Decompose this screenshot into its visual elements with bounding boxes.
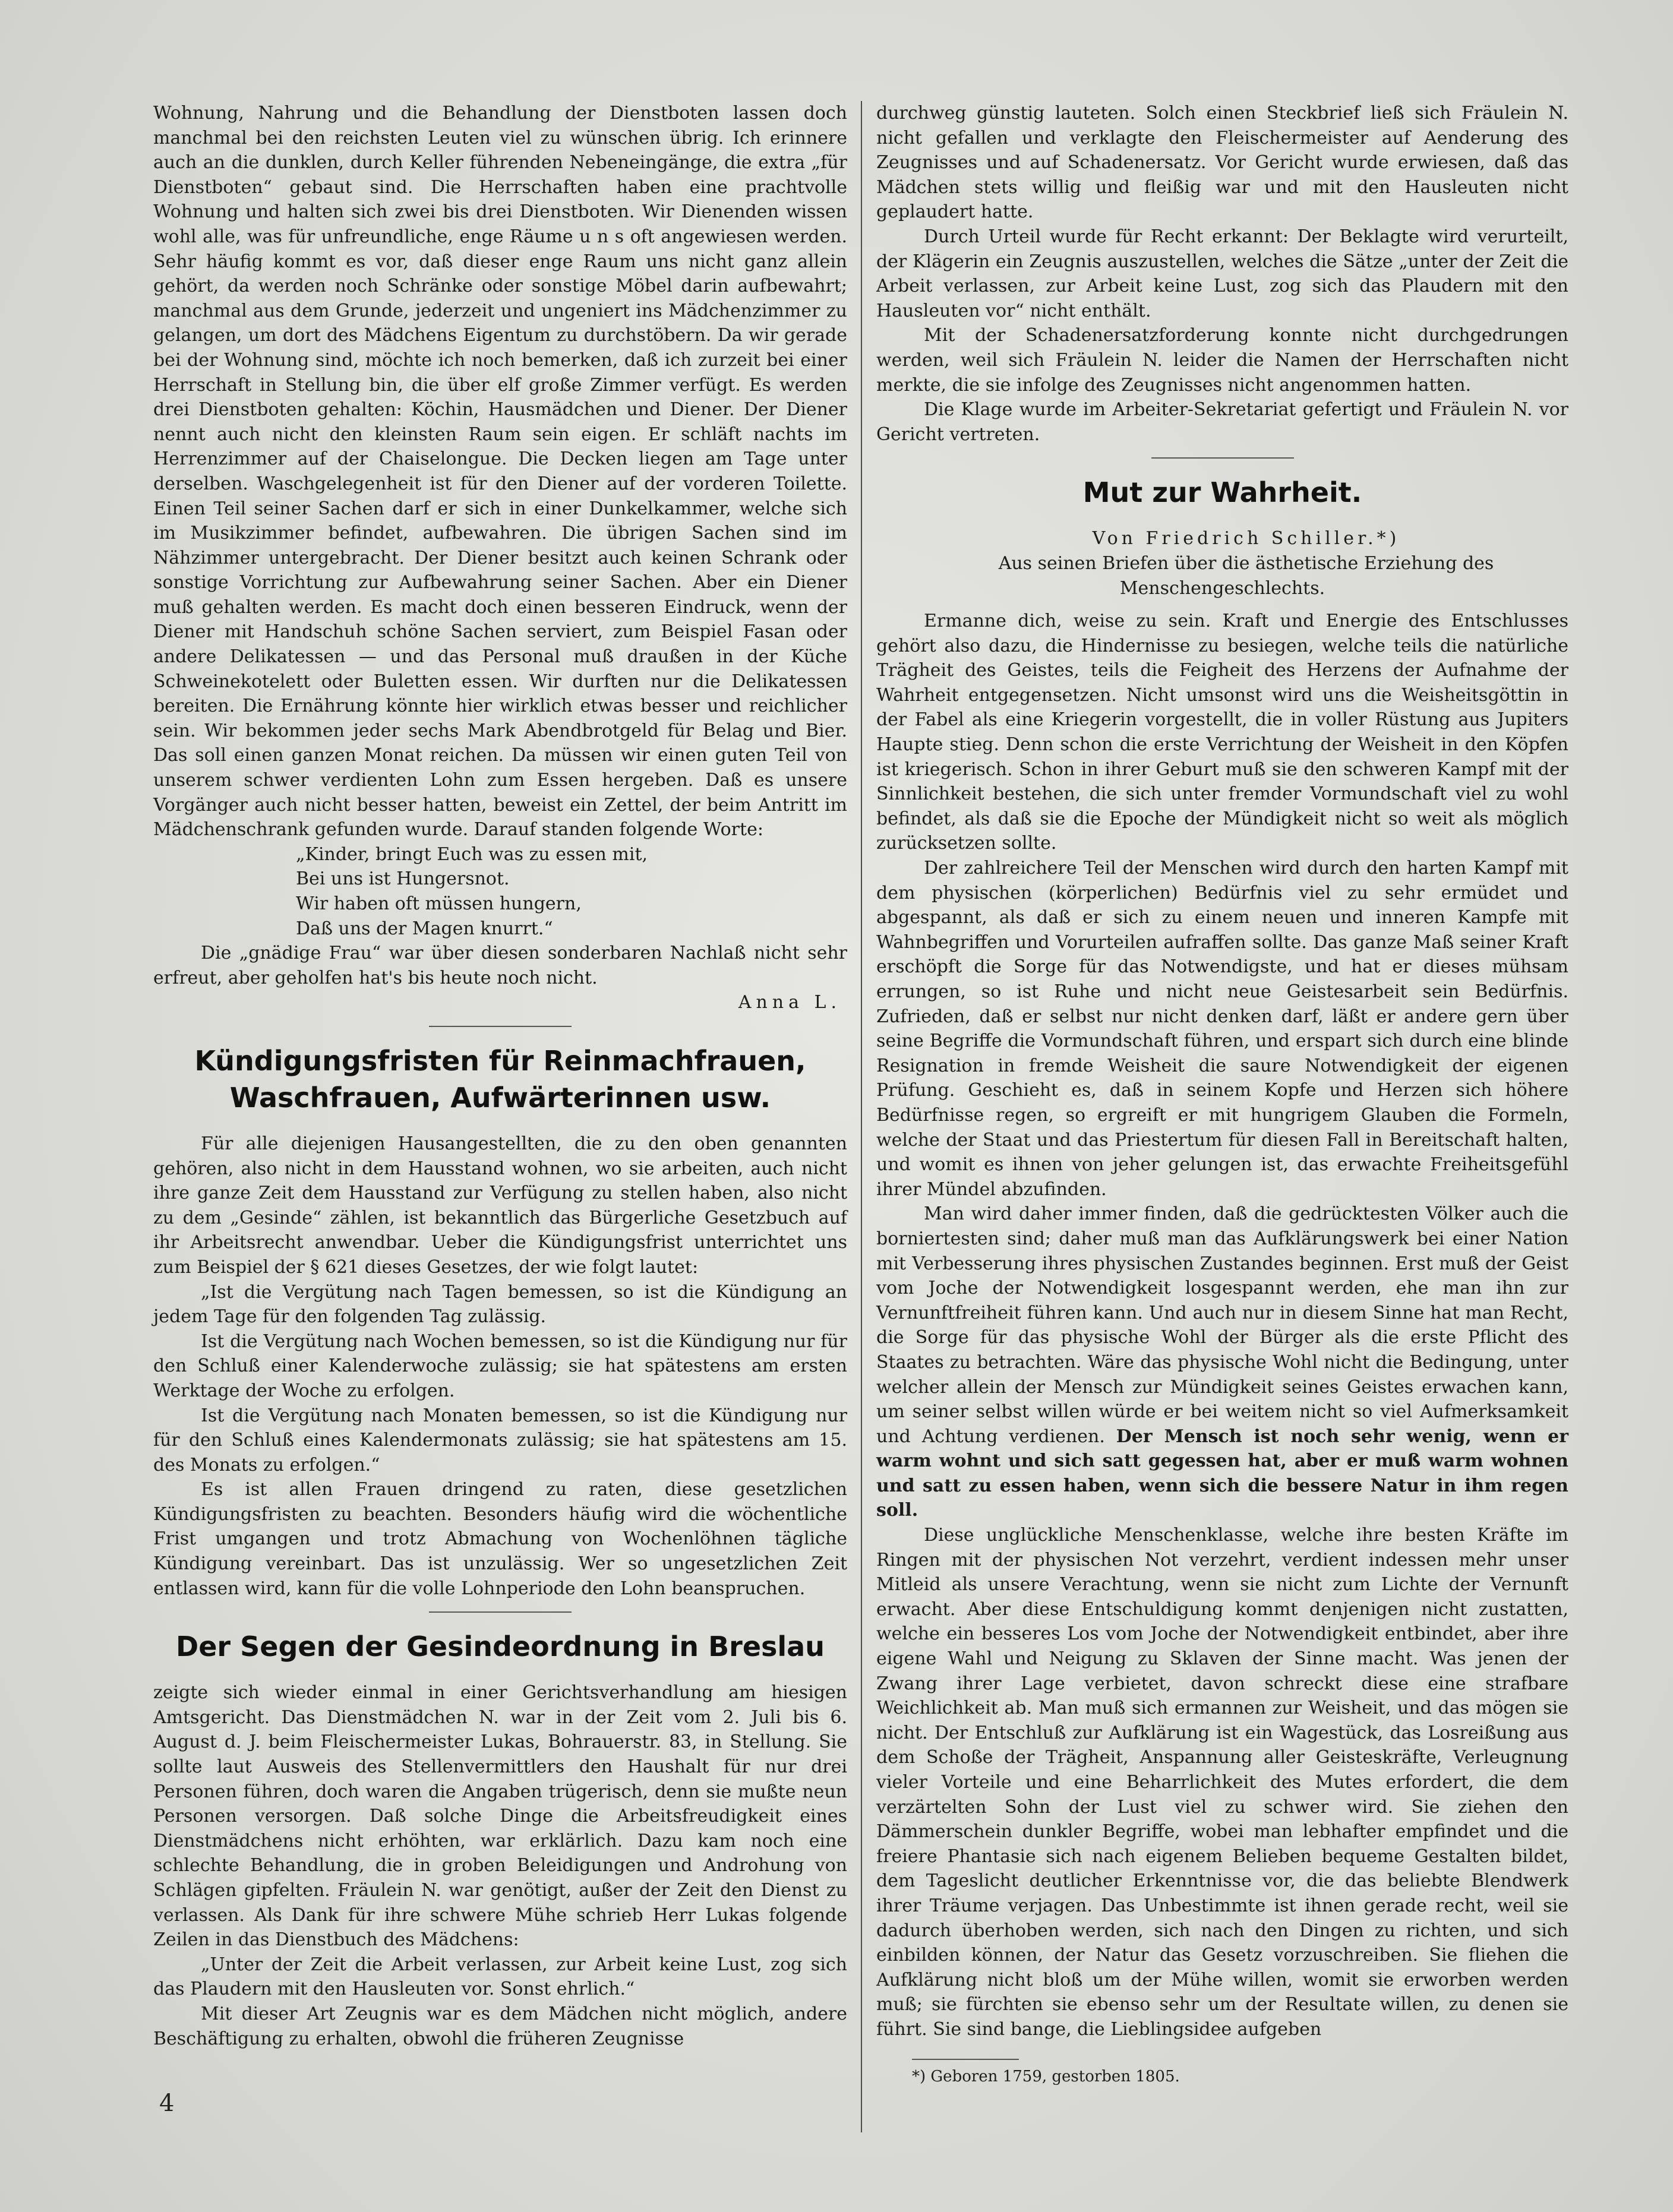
article-paragraph: Mit der Schadenersatzforderung konnte nicht durchgedrungen werden, weil sich Fräulein N. leider die Namen der Herrschaften nicht merkte, die sie infolge des Zeugnisses nicht angenommen hatten. bbox=[876, 325, 1568, 396]
article-paragraph: Durch Urteil wurde für Recht erkannt: Der Beklagte wird verurteilt, der Klägerin ein Zeugnis auszustellen, welches die Sätze „unter der Zeit die Arbeit verlassen, zur Arbeit keine Lust, zog sich das Plaudern mit den Hausleuten vor“ nicht enthält. bbox=[876, 226, 1568, 321]
after-poem-paragraph: Die „gnädige Frau“ war über diesen sonderbaren Nachlaß nicht sehr erfreut, aber geholfen hat's bis heute noch nicht. bbox=[153, 943, 847, 988]
paragraph-text: Man wird daher immer finden, daß die gedrücktesten Völker auch die borniertesten sind; daher muß man das Aufklärungswerk bei einer Nation mit Verbesserung ihres physischen Zustandes beginnen. Erst muß der Geist vom Joche der Notwendigkeit losgespannt werden, ehe man ihn zur Vernunftfreiheit führen kann. Und auch nur in diesem Sinne hat man Recht, die Sorge für das physische Wohl der Bürger als die erste Pflicht des Staates zu betrachten. Wäre das physische Wohl nicht die Bedingung, unter welcher allein der Mensch zur Mündigkeit seines Geistes erwachen kann, um seiner selbst willen würde er bei weitem nicht so viel Aufmerksamkeit und Achtung verdienen. bbox=[876, 1203, 1568, 1447]
article-paragraph: Die Klage wurde im Arbeiter-Sekretariat gefertigt und Fräulein N. vor Gericht vertreten. bbox=[876, 399, 1568, 445]
testimonial-quote: „Unter der Zeit die Arbeit verlassen, zur Arbeit keine Lust, zog sich das Plaudern mit den Hausleuten vor. Sonst ehrlich.“ bbox=[153, 1954, 847, 2000]
article-paragraph: Es ist allen Frauen dringend zu raten, diese gesetzlichen Kündigungsfristen zu beachten. Besonders häufig wird die wöchentliche Frist umgangen und trotz Abmachung von Wochenlöhnen tägliche Kündigung vereinbart. Das ist unzulässig. Wer so ungesetzlichen Zeit entlassen wird, kann für die volle Lohnperiode den Lohn beanspruchen. bbox=[153, 1479, 847, 1599]
article-title-gesindeordnung: Der Segen der Gesindeordnung in Breslau bbox=[176, 1630, 825, 1663]
article-subtitle: Aus seinen Briefen über die ästhetische Erziehung des Menschengeschlechts. bbox=[998, 552, 1494, 599]
poem-line: „Kinder, bringt Euch was zu essen mit, bbox=[296, 843, 648, 865]
law-quote: Ist die Vergütung nach Wochen bemessen, so ist die Kündigung nur für den Schluß einer Kalenderwoche zulässig; sie hat spätestens am ersten Werktage der Woche zu erfolgen. bbox=[153, 1331, 847, 1401]
column-divider bbox=[861, 101, 862, 2132]
poem bbox=[296, 842, 847, 941]
footnote: *) Geboren 1759, gestorben 1805. bbox=[876, 2066, 1568, 2087]
article-paragraph: Ermanne dich, weise zu sein. Kraft und Energie des Entschlusses gehört also dazu, die Hindernisse zu besiegen, welche teils die natürliche Trägheit des Geistes, teils die Feigheit des Herzens der Aufnahme der Wahrheit entgegensetzen. Nicht umsonst wird uns die Weisheitsgöttin in der Fabel als eine Kriegerin vorgestellt, die in voller Rüstung aus Jupiters Haupte stieg. Denn schon die erste Verrichtung der Weisheit in den Köpfen ist kriegerisch. Schon in ihrer Geburt muß sie den schweren Kampf mit der Sinnlichkeit bestehen, die sich unter fremder Vormundschaft viel zu wohl befindet, als daß sie die Epoche der Mündigkeit nicht so weit als möglich zurücksetzen sollte. bbox=[876, 611, 1568, 854]
intro-paragraph: Wohnung, Nahrung und die Behandlung der Dienstboten lassen doch manchmal bei den reichsten Leuten viel zu wünschen übrig. Ich erinnere auch an die dunklen, durch Keller führenden Nebeneingänge, die extra „für Dienstboten“ gebaut sind. Die Herrschaften haben eine prachtvolle Wohnung und halten sich zwei bis drei Dienstboten. Wir Dienenden wissen wohl alle, was für unfreundliche, enge Räume u n s oft angewiesen werden. Sehr häufig kommt es vor, daß dieser enge Raum uns nicht ganz allein gehört, da werden noch Schränke oder sonstige Möbel darin aufbewahrt; manchmal aus dem Grunde, jederzeit und ungeniert ins Mädchenzimmer zu gelangen, um dort des Mädchens Eigentum zu durchstöbern. Da wir gerade bei der Wohnung sind, möchte ich noch bemerken, daß ich zurzeit bei einer Herrschaft in Stellung bin, die über elf große Zimmer verfügt. Es werden drei Dienstboten gehalten: Köchin, Hausmädchen und Diener. Der Diener nennt auch nicht den kleinsten Raum sein eigen. Er schläft nachts im Herrenzimmer auf der Chaiselongue. Die Decken liegen am Tage unter derselben. Waschgelegenheit ist für den Diener auf der vorderen Toilette. Einen Teil seiner Sachen darf er sich in einer Dunkelkammer, welche sich im Musikzimmer befindet, aufbewahren. Die übrigen Sachen sind im Nähzimmer untergebracht. Der Diener besitzt auch keinen Schrank oder sonstige Vorrichtung zur Aufbewahrung seiner Sachen. Aber ein Diener muß gehalten werden. Es macht doch einen besseren Eindruck, wenn der Diener mit Handschuh schöne Sachen serviert, zum Beispiel Fasan oder andere Delikatessen — und das Personal muß draußen in der Küche Schweinekotelett oder Buletten essen. Wir durften nur die Delikatessen bereiten. Die Ernährung könnte hier wirklich etwas besser und reichlicher sein. Wir bekommen jeder sechs Mark Abendbrotgeld für Belag und Bier. Das soll einen ganzen Monat reichen. Da müssen wir einen guten Teil von unserem schwer verdienten Lohn zum Essen hergeben. Daß es unsere Vorgänger auch nicht besser hatten, beweist ein Zettel, der beim Antritt im Mädchenschrank gefunden wurde. Darauf standen folgende Worte: bbox=[153, 103, 847, 840]
byline: Von Friedrich Schiller.*) bbox=[1092, 528, 1400, 549]
bold-emphasis: Der Mensch ist noch sehr wenig, wenn er warm wohnt und sich satt gegessen hat, aber er muß warm wohnen und satt zu essen haben, wenn sich die bessere Natur in ihm regen soll. bbox=[876, 1426, 1569, 1521]
right-column bbox=[876, 101, 1568, 2087]
law-quote: Ist die Vergütung nach Monaten bemessen, so ist die Kündigung nur für den Schluß eines Kalendermonats zulässig; sie hat spätestens am 15. des Monats zu erfolgen.“ bbox=[153, 1405, 847, 1475]
article-title-mut-zur-wahrheit: Mut zur Wahrheit. bbox=[1082, 476, 1362, 509]
article-paragraph: zeigte sich wieder einmal in einer Gerichtsverhandlung am hiesigen Amtsgericht. Das Dienstmädchen N. war in der Zeit vom 2. Juli bis 6. August d. J. beim Fleischermeister Lukas, Bohrauerstr. 83, in Stellung. Sie sollte laut Ausweis des Stellenvermittlers den Haushalt für nur drei Personen führen, doch waren die Angaben trügerisch, denn sie mußte neun Personen versorgen. Daß solche Dinge die Arbeitsfreudigkeit eines Dienstmädchens nicht erhöhten, war erklärlich. Dazu kam noch eine schlechte Behandlung, die in groben Beleidigungen und Androhung von Schlägen gipfelten. Fräulein N. war genötigt, außer der Zeit den Dienst zu verlassen. Als Dank für ihre schwere Mühe schrieb Herr Lukas folgende Zeilen in das Dienstbuch des Mädchens: bbox=[153, 1682, 847, 1951]
page-number: 4 bbox=[159, 2090, 175, 2117]
article-paragraph: Diese unglückliche Menschenklasse, welche ihre besten Kräfte im Ringen mit der physischen Not verzehrt, verdient indessen mehr unser Mitleid als unsere Verachtung, wenn sie nicht zum Lichte der Vernunft erwacht. Aber diese Entschuldigung kommt denjenigen nicht zustatten, welche ein besseres Los vom Joche der Notwendigkeit entbindet, aber ihre eigene Wahl und Neigung zu Sklaven der Sinne macht. Was jenen der Zwang ihrer Lage verbietet, davon schreckt diese eine strafbare Weichlichkeit ab. Man muß sich ermannen zur Weisheit, und das mögen sie nicht. Der Entschluß zur Aufklärung ist ein Wagestück, das Losreißung aus dem Schoße der Trägheit, Anspannung aller Geisteskräfte, Verleugnung vieler Vorteile und eine Beharrlichkeit des Mutes erfordert, die dem verzärtelten Sohn der Lust viel zu schwer wird. Sie ziehen den Dämmerschein dunkler Begriffe, wobei man lebhafter empfindet und die freiere Phantasie sich nach eigenem Belieben bequeme Gestalten bildet, dem Tageslicht deutlicher Erkenntnisse vor, die das beliebte Blendwerk ihrer Träume verjagen. Das Unbestimmte ist ihnen gerade recht, weil sie dadurch überhoben werden, sich nach den Dingen zu richten, und sich einbilden können, der Natur das Gesetz vorzuschreiben. Sie fliehen die Aufklärung nicht bloß um der Mühe willen, womit sie erworben werden muß; sie fürchten sie ebenso sehr um der Resultate willen, zu denen sie führt. Sie sind bange, die Lieblingsidee aufgeben bbox=[876, 1525, 1568, 2040]
poem-line: Wir haben oft müssen hungern, bbox=[296, 893, 582, 914]
continuation-paragraph: durchweg günstig lauteten. Solch einen Steckbrief ließ sich Fräulein N. nicht gefallen und verklagte den Fleischermeister auf Aenderung des Zeugnisses und auf Schadenersatz. Vor Gericht wurde erwiesen, daß das Mädchen stets willig und fleißig war und mit den Hausleuten nicht geplaudert hatte. bbox=[876, 103, 1568, 223]
article-title-kuendigungsfristen: Kündigungsfristen für Reinmachfrauen, Waschfrauen, Aufwärterinnen usw. bbox=[194, 1044, 806, 1114]
left-column bbox=[153, 101, 847, 2051]
poem-line: Daß uns der Magen knurrt.“ bbox=[296, 918, 553, 939]
article-paragraph: Mit dieser Art Zeugnis war es dem Mädchen nicht möglich, andere Beschäftigung zu erhalten, obwohl die früheren Zeugnisse bbox=[153, 2003, 847, 2049]
signature: Anna L. bbox=[738, 992, 841, 1013]
section-divider bbox=[429, 1611, 572, 1613]
article-paragraph: Für alle diejenigen Hausangestellten, die zu den oben genannten gehören, also nicht in dem Hausstand wohnen, wo sie arbeiten, auch nicht ihre ganze Zeit dem Hausstand zur Verfügung zu stellen haben, also nicht zu dem „Gesinde“ zählen, ist bekanntlich das Bürgerliche Gesetzbuch auf ihr Arbeitsrecht anwendbar. Ueber die Kündigungsfrist unterrichtet uns zum Beispiel der § 621 dieses Gesetzes, der wie folgt lautet: bbox=[153, 1133, 847, 1278]
article-paragraph: Der zahlreichere Teil der Menschen wird durch den harten Kampf mit dem physischen (körperlichen) Bedürfnis viel zu sehr ermüdet und abgespannt, als daß er sich zu einem neuen und inneren Kampfe mit Wahnbegriffen und Vorurteilen aufraffen sollte. Das ganze Maß seiner Kraft erschöpft die Sorge für das Notwendigste, und hat er dieses mühsam errungen, so ist Ruhe und nicht neue Geistesarbeit sein Bedürfnis. Zufrieden, daß er selbst nur nicht denken darf, läßt er andere gern über seine Begriffe die Vormundschaft führen, und erspart sich durch eine blinde Resignation in fremde Weisheit die saure Notwendigkeit der eigenen Prüfung. Geschieht es, daß in seinem Kopfe und Herzen sich höhere Bedürfnisse regen, so ergreift er mit hungrigem Glauben die Formeln, welche der Staat und das Priestertum für diesen Fall in Bereitschaft halten, und womit es ihnen von jeher gelungen ist, das erwachte Freiheitsgefühl ihrer Mündel abzufinden. bbox=[876, 858, 1568, 1200]
law-quote: „Ist die Vergütung nach Tagen bemessen, so ist die Kündigung an jedem Tage für den folgenden Tag zulässig. bbox=[153, 1281, 847, 1328]
article-paragraph bbox=[876, 1202, 1568, 1523]
poem-line: Bei uns ist Hungersnot. bbox=[296, 868, 510, 890]
section-divider bbox=[429, 1026, 572, 1027]
section-divider bbox=[1151, 457, 1294, 459]
